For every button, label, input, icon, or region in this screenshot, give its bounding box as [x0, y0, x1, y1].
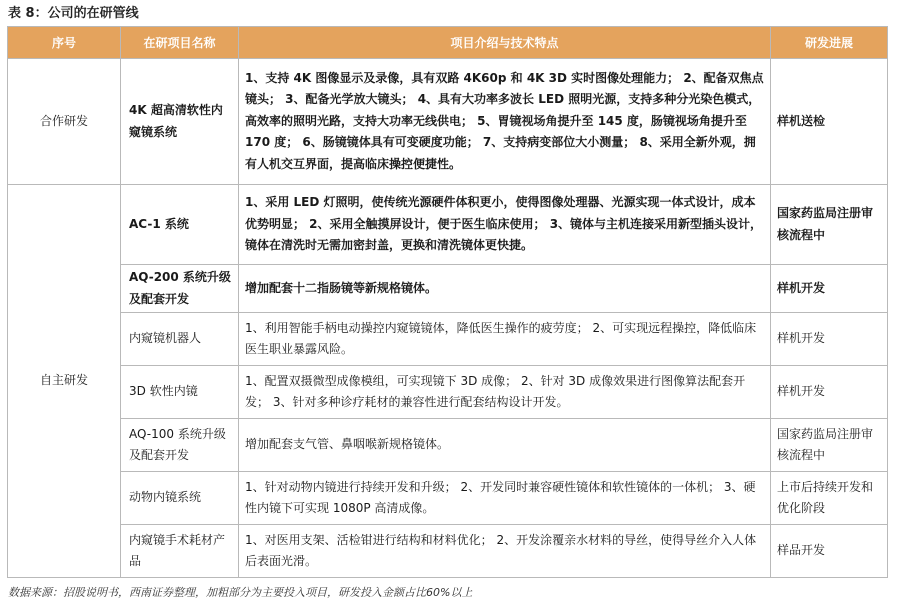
table-row	[8, 525, 888, 578]
project-cell: 动物内镜系统	[121, 472, 239, 525]
table-row	[8, 419, 888, 472]
header-index: 序号	[8, 27, 121, 59]
stage-cell: 国家药监局注册审核流程中	[771, 419, 888, 472]
table-header-row	[8, 27, 888, 59]
table-row	[8, 313, 888, 366]
stage-cell: 国家药监局注册审核流程中	[771, 185, 888, 265]
stage-cell: 样品开发	[771, 525, 888, 578]
stage-cell: 样机开发	[771, 265, 888, 313]
pipeline-table	[7, 26, 888, 578]
stage-cell: 样机开发	[771, 313, 888, 366]
table-caption: 表 8：公司的在研管线	[8, 6, 139, 21]
stage-cell: 样机开发	[771, 366, 888, 419]
table-row	[8, 366, 888, 419]
header-project-name: 在研项目名称	[121, 27, 239, 59]
description-cell: 1、利用智能手柄电动操控内窥镜镜体，降低医生操作的疲劳度； 2、可实现远程操控，降低临床医生职业暴露风险。	[239, 313, 771, 366]
project-cell: 内窥镜机器人	[121, 313, 239, 366]
description-cell: 1、对医用支架、活检钳进行结构和材料优化； 2、开发涂覆亲水材料的导丝，使得导丝介入人体后表面光滑。	[239, 525, 771, 578]
table-row	[8, 472, 888, 525]
description-cell: 增加配套十二指肠镜等新规格镜体。	[239, 265, 771, 313]
description-cell: 1、支持 4K 图像显示及录像，具有双路 4K60p 和 4K 3D 实时图像处理能力； 2、配备双焦点镜头； 3、配备光学放大镜头； 4、具有大功率多波长 LED 照明光源，支持多种分光染色模式，高效率的照明光路，支持大功率无线供电； 5、胃镜视场角提升至 145 度，肠镜视场角提升至 170 度； 6、肠镜镜体具有可变硬度功能； 7、支持病变部位大小测量； 8、采用全新外观，拥有人机交互界面，提高临床操控便捷性。	[239, 59, 771, 185]
table-row	[8, 265, 888, 313]
header-progress: 研发进展	[771, 27, 888, 59]
project-cell: AQ-200 系统升级及配套开发	[121, 265, 239, 313]
table-row	[8, 185, 888, 265]
header-description: 项目介绍与技术特点	[239, 27, 771, 59]
project-cell: AC-1 系统	[121, 185, 239, 265]
stage-cell: 样机送检	[771, 59, 888, 185]
project-cell: 内窥镜手术耗材产品	[121, 525, 239, 578]
description-cell: 1、针对动物内镜进行持续开发和升级； 2、开发同时兼容硬性镜体和软性镜体的一体机； 3、硬性内镜下可实现 1080P 高清成像。	[239, 472, 771, 525]
description-cell: 1、采用 LED 灯照明，使传统光源硬件体积更小，使得图像处理器、光源实现一体式设计，成本优势明显； 2、采用全触摸屏设计，便于医生临床使用； 3、镜体与主机连接采用新型插头设计，镜体在清洗时无需加密封盖，更换和清洗镜体更快捷。	[239, 185, 771, 265]
project-cell: AQ-100 系统升级及配套开发	[121, 419, 239, 472]
category-cell: 合作研发	[8, 59, 121, 185]
project-cell: 4K 超高清软性内窥镜系统	[121, 59, 239, 185]
description-cell: 增加配套支气管、鼻咽喉新规格镜体。	[239, 419, 771, 472]
source-footnote: 数据来源：招股说明书，西南证券整理，加粗部分为主要投入项目，研发投入金额占比60%以上	[8, 586, 473, 599]
stage-cell: 上市后持续开发和优化阶段	[771, 472, 888, 525]
project-cell: 3D 软性内镜	[121, 366, 239, 419]
description-cell: 1、配置双摄微型成像模组，可实现镜下 3D 成像； 2、针对 3D 成像效果进行图像算法配套开发； 3、针对多种诊疗耗材的兼容性进行配套结构设计开发。	[239, 366, 771, 419]
category-cell: 自主研发	[8, 185, 121, 578]
table-row	[8, 59, 888, 185]
